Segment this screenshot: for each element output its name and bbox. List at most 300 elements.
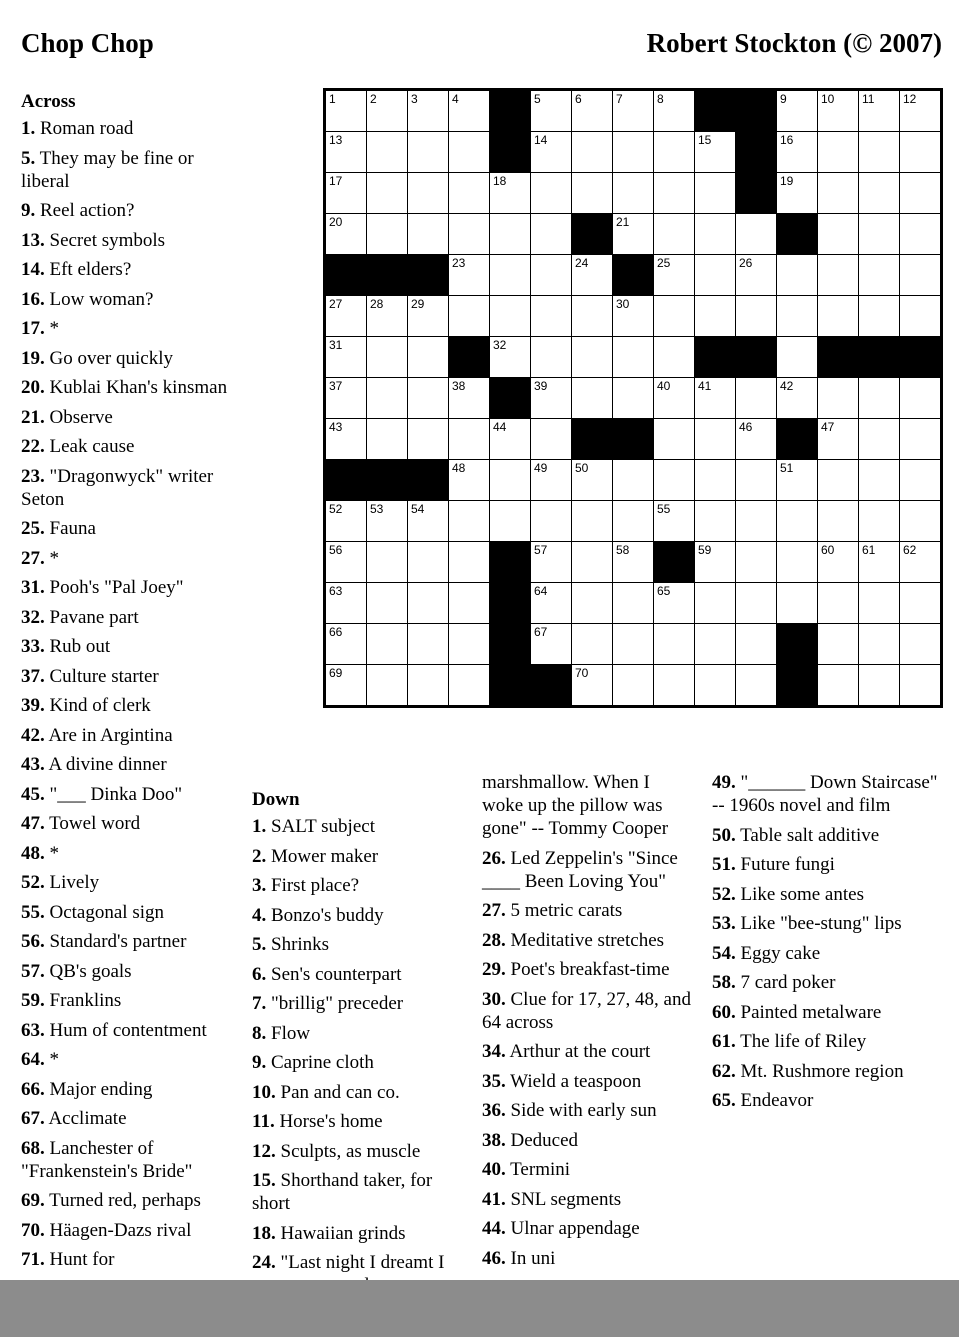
grid-cell[interactable] [818,665,858,705]
clue-item [252,1140,462,1163]
grid-cell[interactable] [818,583,858,623]
cell-number: 7 [616,92,623,106]
grid-cell[interactable] [613,501,653,541]
grid-cell[interactable] [695,665,735,705]
grid-cell[interactable] [736,419,776,459]
grid-cell[interactable] [900,132,940,172]
clue-number: 21. [21,406,45,428]
grid-cell[interactable] [613,173,653,213]
clue-text: Mower maker [266,845,379,867]
clue-text: Deduced [505,1129,579,1151]
cell-number: 22 [780,215,794,229]
cell-number: 13 [329,133,343,147]
clue-number: 37. [21,665,45,687]
grid-cell[interactable] [490,296,530,336]
cell-number: 25 [657,256,671,270]
cell-number: 1 [329,92,336,106]
clue-item [482,1129,694,1152]
clue-item [21,317,233,340]
cell-number: 51 [780,461,794,475]
grid-cell[interactable] [900,665,940,705]
clue-text: Sen's counterpart [266,963,402,985]
grid-cell[interactable] [613,583,653,623]
grid-cell[interactable] [408,542,448,582]
grid-cell[interactable] [572,132,612,172]
grid-cell[interactable] [449,542,489,582]
clue-item [21,117,233,140]
grid-cell[interactable] [900,214,940,254]
grid-cell[interactable] [490,337,530,377]
clue-item [21,1219,233,1242]
grid-cell[interactable] [367,296,407,336]
grid-cell[interactable] [777,337,817,377]
grid-cell[interactable] [654,624,694,664]
grid-cell[interactable] [654,337,694,377]
grid-cell[interactable] [572,255,612,295]
grid-cell[interactable] [654,91,694,131]
grid-cell[interactable] [572,583,612,623]
grid-cell[interactable] [531,214,571,254]
grid-cell[interactable] [777,255,817,295]
clue-number: 18. [252,1222,276,1244]
grid-cell[interactable] [531,132,571,172]
grid-cell[interactable] [777,583,817,623]
grid-cell[interactable] [449,378,489,418]
grid-cell[interactable] [449,665,489,705]
grid-cell[interactable] [695,542,735,582]
grid-cell[interactable] [900,624,940,664]
grid-cell[interactable] [859,419,899,459]
grid-cell[interactable] [900,419,940,459]
grid-cell[interactable] [449,583,489,623]
grid-cell[interactable] [818,542,858,582]
clue-text: Flow [266,1022,311,1044]
clue-item [482,1217,694,1240]
grid-cell[interactable] [326,214,366,254]
grid-cell[interactable] [531,460,571,500]
grid-cell[interactable] [531,378,571,418]
grid-cell[interactable] [490,214,530,254]
grid-cell[interactable] [490,255,530,295]
cell-number: 33 [739,338,753,352]
grid-cell[interactable] [367,419,407,459]
grid-cell[interactable] [613,378,653,418]
cell-number: 28 [370,297,384,311]
clue-number: 44. [482,1218,506,1239]
clue-text: * [44,842,59,864]
grid-cell[interactable] [613,337,653,377]
grid-cell[interactable] [572,378,612,418]
grid-cell[interactable] [695,583,735,623]
grid-cell[interactable] [859,624,899,664]
clue-number: 52. [21,872,45,893]
grid-cell[interactable] [408,501,448,541]
grid-cell[interactable] [900,501,940,541]
grid-cell[interactable] [408,419,448,459]
clue-text: In uni [505,1247,556,1269]
clue-item [21,1019,233,1042]
grid-cell[interactable] [367,214,407,254]
grid-cell[interactable] [449,214,489,254]
grid-cell[interactable] [326,378,366,418]
grid-cell[interactable] [572,542,612,582]
grid-cell[interactable] [490,460,530,500]
grid-cell[interactable] [326,173,366,213]
grid-cell[interactable] [408,583,448,623]
grid-cell[interactable] [818,132,858,172]
grid-cell[interactable] [654,132,694,172]
grid-cell[interactable] [326,337,366,377]
grid-cell[interactable] [777,132,817,172]
cell-number: 70 [575,666,589,680]
grid-cell[interactable] [531,296,571,336]
grid-cell[interactable] [900,173,940,213]
grid-cell[interactable] [326,583,366,623]
grid-cell[interactable] [367,501,407,541]
cell-number: 42 [780,379,794,393]
clue-number: 34. [482,1041,506,1062]
grid-cell[interactable] [654,665,694,705]
grid-cell[interactable] [367,173,407,213]
grid-cell[interactable] [531,255,571,295]
grid-cell[interactable] [531,419,571,459]
cell-number: 19 [780,174,794,188]
grid-cell[interactable] [531,583,571,623]
clue-text: Wield a teaspoon [505,1070,642,1092]
grid-cell[interactable] [900,542,940,582]
black-square [449,337,489,377]
grid-cell[interactable] [408,296,448,336]
grid-cell[interactable] [408,337,448,377]
grid-cell[interactable] [531,501,571,541]
grid-cell[interactable] [367,665,407,705]
grid-cell[interactable] [859,460,899,500]
clue-number: 70. [21,1219,45,1241]
grid-cell[interactable] [408,132,448,172]
grid-cell[interactable] [695,173,735,213]
grid-cell[interactable] [736,583,776,623]
clue-number: 56. [21,931,45,952]
clue-text: Leak cause [44,436,135,457]
clue-item [21,1048,233,1071]
clue-item [712,942,944,965]
grid-cell[interactable] [777,378,817,418]
grid-cell[interactable] [613,665,653,705]
grid-cell[interactable] [695,419,735,459]
grid-cell[interactable] [408,91,448,131]
grid-cell[interactable] [572,624,612,664]
grid-cell[interactable] [326,419,366,459]
grid-cell[interactable] [900,296,940,336]
grid-cell[interactable] [736,624,776,664]
grid-cell[interactable] [859,255,899,295]
clue-number: 16. [21,288,45,310]
grid-cell[interactable] [531,337,571,377]
clue-number: 5. [252,934,267,955]
grid-cell[interactable] [859,542,899,582]
grid-cell[interactable] [695,378,735,418]
clue-text: Towel word [44,813,141,834]
black-square [613,255,653,295]
grid-cell[interactable] [695,501,735,541]
grid-cell[interactable] [900,255,940,295]
clue-text: Hawaiian grinds [275,1222,406,1244]
grid-cell[interactable] [449,91,489,131]
cell-number: 24 [575,256,589,270]
grid-cell[interactable] [367,132,407,172]
grid-cell[interactable] [613,296,653,336]
grid-cell[interactable] [326,132,366,172]
grid-cell[interactable] [818,624,858,664]
clue-text: Acclimate [44,1108,127,1129]
grid-cell[interactable] [859,665,899,705]
grid-cell[interactable] [572,337,612,377]
cell-number: 40 [657,379,671,393]
grid-cell[interactable] [449,132,489,172]
grid-cell[interactable] [818,173,858,213]
cell-number: 57 [534,543,548,557]
grid-cell[interactable] [654,173,694,213]
grid-cell[interactable] [408,378,448,418]
clue-number: 4. [252,904,267,926]
grid-cell[interactable] [367,583,407,623]
grid-cell[interactable] [777,173,817,213]
clue-text: Side with early sun [505,1100,657,1121]
clue-item [21,989,233,1012]
grid-cell[interactable] [654,419,694,459]
grid-cell[interactable] [531,624,571,664]
grid-cell[interactable] [818,460,858,500]
grid-cell[interactable] [367,91,407,131]
clue-item [252,1081,462,1104]
grid-cell[interactable] [613,542,653,582]
clue-text: "______ Down Staircase" -- 1960s novel and film [712,772,938,816]
grid-cell[interactable] [572,91,612,131]
clue-number: 29. [482,959,506,980]
grid-cell[interactable] [695,132,735,172]
clue-text: Meditative stretches [505,929,665,951]
grid-cell[interactable] [818,419,858,459]
grid-cell[interactable] [695,296,735,336]
grid-cell[interactable] [777,91,817,131]
grid-cell[interactable] [900,460,940,500]
clue-text: Pan and can co. [275,1081,400,1103]
grid-cell[interactable] [367,337,407,377]
grid-cell[interactable] [367,542,407,582]
grid-cell[interactable] [613,624,653,664]
grid-cell[interactable] [900,91,940,131]
grid-cell[interactable] [654,378,694,418]
clue-item [482,988,694,1034]
grid-cell[interactable] [654,255,694,295]
grid-cell[interactable] [531,542,571,582]
grid-cell[interactable] [859,214,899,254]
grid-cell[interactable] [490,173,530,213]
clue-text: Are in Argintina [44,724,173,746]
grid-cell[interactable] [490,419,530,459]
grid-cell[interactable] [818,91,858,131]
grid-cell[interactable] [695,624,735,664]
clue-item [21,665,233,688]
cell-number: 2 [370,92,377,106]
grid-cell[interactable] [613,460,653,500]
grid-cell[interactable] [531,91,571,131]
grid-cell[interactable] [859,132,899,172]
clue-number: 1. [252,816,267,837]
clue-number: 27. [482,900,506,921]
grid-cell[interactable] [326,624,366,664]
cell-number: 9 [780,92,787,106]
clue-number: 6. [252,963,267,985]
clue-number: 3. [252,875,267,896]
clue-item [21,147,233,193]
grid-cell[interactable] [408,665,448,705]
clue-text: "Last night I dreamt I [280,1252,445,1273]
grid-cell[interactable] [654,460,694,500]
grid-cell[interactable] [654,214,694,254]
grid-cell[interactable] [859,583,899,623]
black-square [490,91,530,131]
grid-cell[interactable] [326,91,366,131]
clue-number: 42. [21,724,45,746]
black-square [900,337,940,377]
cell-number: 37 [329,379,343,393]
grid-cell[interactable] [449,173,489,213]
grid-cell[interactable] [613,214,653,254]
grid-cell[interactable] [572,460,612,500]
grid-cell[interactable] [818,296,858,336]
clue-text: Franklins [44,990,122,1011]
grid-cell[interactable] [859,501,899,541]
grid-cell[interactable] [367,624,407,664]
clue-number: 65. [712,1090,736,1111]
grid-cell[interactable] [449,624,489,664]
clue-text: The life of Riley [735,1031,867,1052]
grid-cell[interactable] [572,173,612,213]
clue-item [21,753,233,776]
grid-cell[interactable] [777,460,817,500]
clue-text: Like some antes [735,883,864,905]
grid-cell[interactable] [818,214,858,254]
grid-cell[interactable] [326,501,366,541]
grid-cell[interactable] [613,132,653,172]
down-clue-list-3 [712,771,944,1112]
grid-cell[interactable] [777,542,817,582]
crossword-grid [323,88,943,708]
grid-cell[interactable] [736,255,776,295]
clue-item [21,1107,233,1130]
grid-cell[interactable] [449,296,489,336]
grid-cell[interactable] [408,214,448,254]
grid-cell[interactable] [613,91,653,131]
clue-text: Low woman? [44,288,154,310]
cell-number: 31 [329,338,343,352]
clue-number: 48. [21,842,45,864]
grid-cell[interactable] [654,501,694,541]
grid-cell[interactable] [490,501,530,541]
grid-cell[interactable] [408,173,448,213]
grid-cell[interactable] [818,501,858,541]
grid-cell[interactable] [736,460,776,500]
clue-item [21,435,233,458]
clue-item [21,258,233,281]
cell-number: 5 [534,92,541,106]
grid-cell[interactable] [736,542,776,582]
grid-cell[interactable] [736,665,776,705]
clue-text: * [44,318,59,339]
grid-cell[interactable] [695,255,735,295]
black-square [777,419,817,459]
clue-item [21,1137,233,1183]
grid-cell[interactable] [900,378,940,418]
clue-number: 41. [482,1188,506,1210]
grid-cell[interactable] [367,378,407,418]
puzzle-byline: Robert Stockton (© 2007) [646,28,942,58]
clue-item [252,963,462,986]
black-square [736,173,776,213]
clue-item [21,783,233,806]
grid-cell[interactable] [449,255,489,295]
grid-cell[interactable] [449,419,489,459]
grid-cell[interactable] [900,583,940,623]
grid-cell[interactable] [408,624,448,664]
grid-cell[interactable] [736,214,776,254]
cell-number: 65 [657,584,671,598]
grid-cell[interactable] [736,378,776,418]
grid-cell[interactable] [572,501,612,541]
cell-number: 11 [862,92,875,106]
grid-cell[interactable] [654,583,694,623]
clue-number: 69. [21,1190,45,1211]
clue-number: 30. [482,988,506,1010]
clue-text: Culture starter [44,665,159,687]
grid-cell[interactable] [326,665,366,705]
grid-cell[interactable] [859,296,899,336]
grid-cell[interactable] [736,501,776,541]
grid-cell[interactable] [818,378,858,418]
grid-cell[interactable] [449,501,489,541]
grid-cell[interactable] [859,173,899,213]
clue-item [482,1040,694,1063]
black-square [818,337,858,377]
clue-text: "___ Dinka Doo" [44,783,183,805]
grid-cell[interactable] [695,460,735,500]
grid-cell[interactable] [818,255,858,295]
clue-item [482,1158,694,1181]
grid-cell[interactable] [859,91,899,131]
grid-cell[interactable] [736,296,776,336]
clue-item [712,1001,944,1024]
clue-number: 39. [21,695,45,716]
grid-cell[interactable] [449,460,489,500]
grid-cell[interactable] [326,296,366,336]
grid-cell[interactable] [654,296,694,336]
grid-cell[interactable] [531,173,571,213]
clue-number: 49. [712,772,736,793]
grid-cell[interactable] [695,214,735,254]
grid-cell[interactable] [777,296,817,336]
black-square [490,583,530,623]
grid-cell[interactable] [859,378,899,418]
grid-cell[interactable] [572,296,612,336]
grid-cell[interactable] [572,665,612,705]
cell-number: 41 [698,379,712,393]
black-square [367,255,407,295]
cell-number: 16 [780,133,794,147]
grid-cell[interactable] [326,542,366,582]
clue-text: "brillig" preceder [266,993,404,1014]
grid-cell[interactable] [777,501,817,541]
